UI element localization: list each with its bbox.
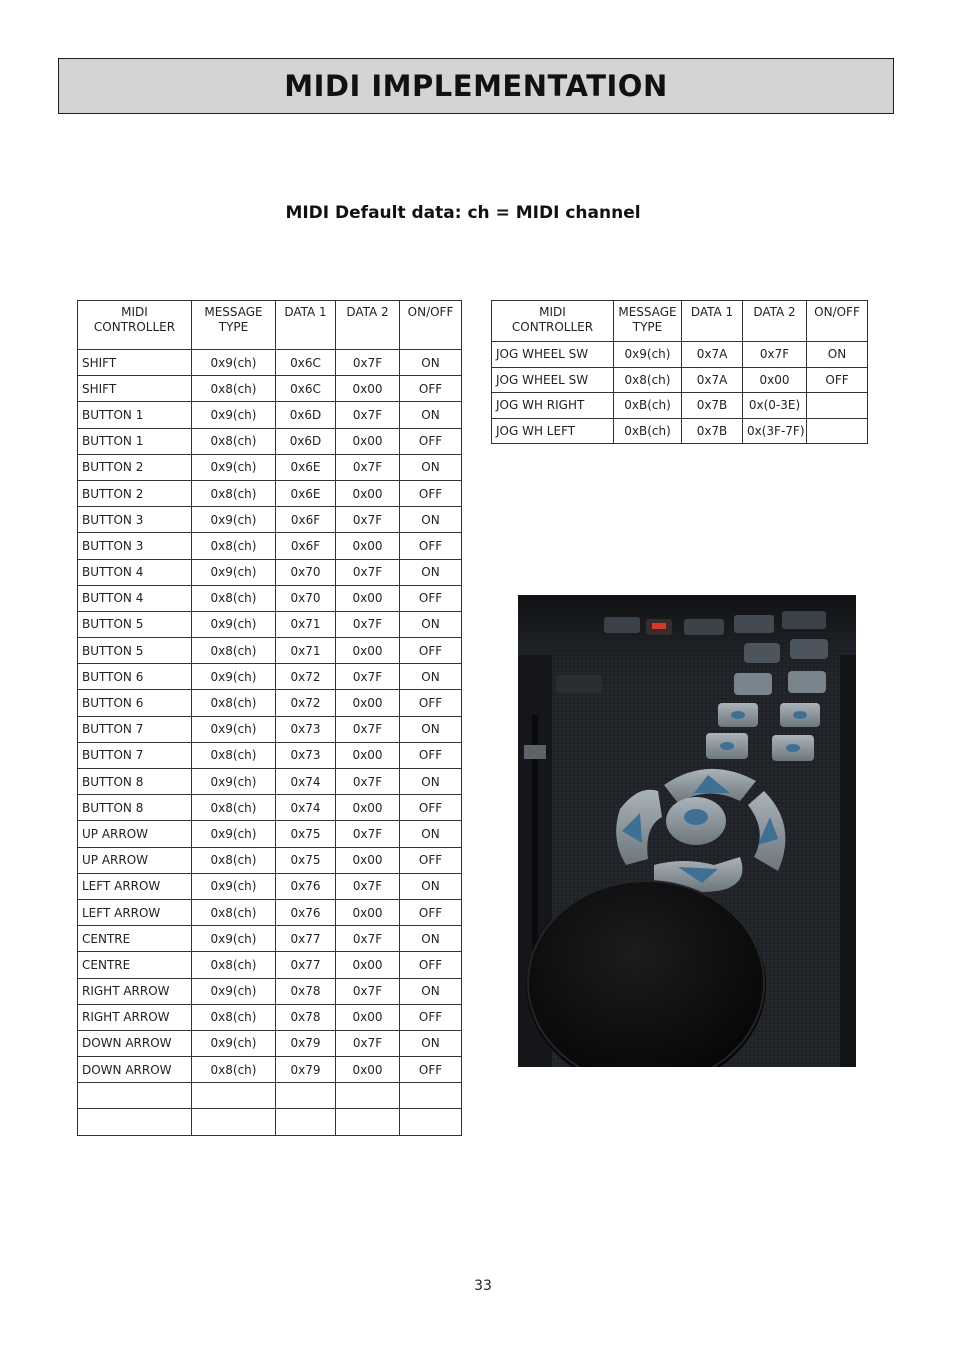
cell-message-type: 0x9(ch) [192, 769, 276, 795]
cell-on-off [400, 1083, 462, 1109]
cell-controller: SHIFT [78, 350, 192, 376]
table-row [78, 428, 462, 454]
table-row [78, 376, 462, 402]
header-data-2: DATA 2 [743, 301, 807, 342]
cell-data-2: 0x7F [336, 454, 400, 480]
table-row [78, 769, 462, 795]
cell-on-off: OFF [400, 428, 462, 454]
cell-controller: BUTTON 2 [78, 480, 192, 506]
cell-data-1: 0x75 [276, 847, 336, 873]
cell-message-type: 0x9(ch) [192, 716, 276, 742]
cell-controller: LEFT ARROW [78, 899, 192, 925]
cell-data-1: 0x6C [276, 376, 336, 402]
cell-data-1: 0x7A [682, 342, 743, 368]
cell-controller: JOG WHEEL SW [492, 342, 614, 368]
cell-controller: RIGHT ARROW [78, 978, 192, 1004]
table-row [78, 899, 462, 925]
cell-controller: BUTTON 3 [78, 533, 192, 559]
cell-message-type: 0xB(ch) [614, 393, 682, 419]
cell-data-1: 0x78 [276, 1004, 336, 1030]
cell-message-type: 0x9(ch) [192, 664, 276, 690]
cell-controller: BUTTON 5 [78, 638, 192, 664]
cell-controller: BUTTON 7 [78, 742, 192, 768]
cell-data-2: 0x7F [336, 716, 400, 742]
controller-photo-icon [518, 595, 856, 1067]
cell-message-type [192, 1109, 276, 1135]
cell-on-off: ON [400, 402, 462, 428]
cell-message-type: 0x9(ch) [192, 402, 276, 428]
cell-data-1: 0x6D [276, 428, 336, 454]
cell-on-off: ON [400, 978, 462, 1004]
cell-controller: BUTTON 4 [78, 559, 192, 585]
cell-on-off: OFF [400, 1057, 462, 1083]
header-message-type: MESSAGE TYPE [614, 301, 682, 342]
cell-data-1: 0x7A [682, 367, 743, 393]
cell-on-off: OFF [400, 638, 462, 664]
cell-data-1: 0x74 [276, 795, 336, 821]
cell-controller: SHIFT [78, 376, 192, 402]
cell-on-off: OFF [400, 742, 462, 768]
cell-on-off: OFF [400, 690, 462, 716]
table-header-row [78, 301, 462, 350]
cell-data-2: 0x00 [336, 638, 400, 664]
cell-data-2: 0x00 [336, 1057, 400, 1083]
cell-controller: BUTTON 7 [78, 716, 192, 742]
cell-on-off: OFF [400, 533, 462, 559]
cell-message-type: 0x8(ch) [192, 585, 276, 611]
cell-message-type: 0xB(ch) [614, 418, 682, 444]
cell-data-1: 0x77 [276, 926, 336, 952]
cell-message-type: 0x8(ch) [192, 376, 276, 402]
table-row [78, 1083, 462, 1109]
cell-controller: LEFT ARROW [78, 873, 192, 899]
cell-controller: JOG WH LEFT [492, 418, 614, 444]
table-row [78, 795, 462, 821]
cell-data-1: 0x77 [276, 952, 336, 978]
table-row [78, 507, 462, 533]
cell-message-type [192, 1083, 276, 1109]
cell-data-2: 0x00 [336, 480, 400, 506]
table-row [78, 454, 462, 480]
cell-on-off [400, 1109, 462, 1135]
midi-table-left [77, 300, 462, 1136]
cell-controller: BUTTON 1 [78, 402, 192, 428]
table-row [78, 1030, 462, 1056]
cell-message-type: 0x8(ch) [192, 847, 276, 873]
header-data-2: DATA 2 [336, 301, 400, 350]
cell-data-2: 0x7F [336, 559, 400, 585]
table-row [78, 638, 462, 664]
table-row [78, 350, 462, 376]
cell-controller: JOG WHEEL SW [492, 367, 614, 393]
cell-on-off: ON [400, 507, 462, 533]
table-row [78, 847, 462, 873]
cell-data-2: 0x7F [336, 926, 400, 952]
cell-data-2: 0x7F [336, 402, 400, 428]
cell-data-2: 0x00 [336, 533, 400, 559]
cell-on-off: ON [400, 350, 462, 376]
cell-controller: UP ARROW [78, 821, 192, 847]
table-row [78, 690, 462, 716]
cell-controller: BUTTON 1 [78, 428, 192, 454]
cell-data-2: 0x7F [743, 342, 807, 368]
cell-data-1: 0x71 [276, 638, 336, 664]
header-data-1: DATA 1 [276, 301, 336, 350]
cell-on-off: ON [400, 611, 462, 637]
cell-data-2: 0x7F [336, 507, 400, 533]
cell-data-2: 0x00 [336, 847, 400, 873]
cell-message-type: 0x9(ch) [192, 454, 276, 480]
cell-on-off: OFF [400, 952, 462, 978]
cell-data-1: 0x79 [276, 1057, 336, 1083]
cell-on-off: OFF [400, 899, 462, 925]
cell-data-2: 0x7F [336, 350, 400, 376]
cell-on-off: ON [400, 821, 462, 847]
cell-message-type: 0x8(ch) [614, 367, 682, 393]
cell-on-off: ON [400, 664, 462, 690]
cell-message-type: 0x8(ch) [192, 638, 276, 664]
cell-controller [78, 1109, 192, 1135]
cell-data-2: 0x00 [336, 376, 400, 402]
table-row [78, 480, 462, 506]
cell-on-off: ON [400, 454, 462, 480]
header-data-1: DATA 1 [682, 301, 743, 342]
cell-controller: RIGHT ARROW [78, 1004, 192, 1030]
cell-message-type: 0x8(ch) [192, 952, 276, 978]
cell-data-1: 0x76 [276, 873, 336, 899]
midi-table-right [491, 300, 868, 444]
cell-controller: BUTTON 3 [78, 507, 192, 533]
table-row [492, 367, 868, 393]
cell-on-off: OFF [400, 795, 462, 821]
cell-message-type: 0x9(ch) [192, 559, 276, 585]
cell-on-off: ON [400, 1030, 462, 1056]
cell-data-2: 0x(3F-7F) [743, 418, 807, 444]
cell-on-off: ON [807, 342, 868, 368]
cell-on-off [807, 418, 868, 444]
cell-on-off: OFF [807, 367, 868, 393]
cell-message-type: 0x8(ch) [192, 428, 276, 454]
cell-message-type: 0x9(ch) [192, 507, 276, 533]
cell-data-1: 0x7B [682, 418, 743, 444]
cell-controller: BUTTON 4 [78, 585, 192, 611]
table-row [492, 418, 868, 444]
cell-data-1: 0x70 [276, 559, 336, 585]
table-row [78, 952, 462, 978]
cell-message-type: 0x8(ch) [192, 1004, 276, 1030]
cell-on-off: ON [400, 926, 462, 952]
cell-controller: JOG WH RIGHT [492, 393, 614, 419]
cell-message-type: 0x9(ch) [192, 926, 276, 952]
cell-data-2: 0x00 [336, 742, 400, 768]
page-number: 33 [474, 1278, 492, 1294]
cell-data-1: 0x72 [276, 664, 336, 690]
cell-on-off: ON [400, 873, 462, 899]
cell-on-off: OFF [400, 1004, 462, 1030]
cell-controller: BUTTON 6 [78, 664, 192, 690]
cell-message-type: 0x9(ch) [192, 1030, 276, 1056]
table-row [78, 1004, 462, 1030]
cell-on-off: ON [400, 769, 462, 795]
cell-message-type: 0x9(ch) [192, 978, 276, 1004]
cell-data-2: 0x7F [336, 821, 400, 847]
cell-data-1: 0x6F [276, 507, 336, 533]
cell-controller: UP ARROW [78, 847, 192, 873]
table-row [78, 611, 462, 637]
cell-data-1 [276, 1083, 336, 1109]
cell-on-off: ON [400, 716, 462, 742]
table-row [78, 1109, 462, 1135]
table-row [78, 873, 462, 899]
table-row [78, 1057, 462, 1083]
cell-data-1: 0x73 [276, 742, 336, 768]
cell-message-type: 0x9(ch) [614, 342, 682, 368]
cell-message-type: 0x8(ch) [192, 795, 276, 821]
table-row [492, 393, 868, 419]
cell-message-type: 0x9(ch) [192, 873, 276, 899]
cell-message-type: 0x8(ch) [192, 899, 276, 925]
cell-message-type: 0x9(ch) [192, 350, 276, 376]
cell-data-1: 0x73 [276, 716, 336, 742]
cell-data-2: 0x7F [336, 978, 400, 1004]
cell-data-1: 0x70 [276, 585, 336, 611]
cell-controller: DOWN ARROW [78, 1030, 192, 1056]
cell-message-type: 0x9(ch) [192, 821, 276, 847]
table-row [78, 821, 462, 847]
cell-data-2: 0x00 [336, 952, 400, 978]
cell-on-off: ON [400, 559, 462, 585]
cell-controller [78, 1083, 192, 1109]
table-row [78, 585, 462, 611]
cell-controller: BUTTON 8 [78, 795, 192, 821]
cell-data-2: 0x7F [336, 611, 400, 637]
cell-data-2: 0x(0-3E) [743, 393, 807, 419]
cell-data-2 [336, 1109, 400, 1135]
cell-data-2: 0x7F [336, 664, 400, 690]
header-on-off: ON/OFF [400, 301, 462, 350]
cell-controller: CENTRE [78, 952, 192, 978]
cell-data-1: 0x6E [276, 480, 336, 506]
cell-data-1: 0x7B [682, 393, 743, 419]
cell-data-2: 0x00 [336, 795, 400, 821]
cell-data-1 [276, 1109, 336, 1135]
cell-data-1: 0x72 [276, 690, 336, 716]
cell-on-off: OFF [400, 847, 462, 873]
header-on-off: ON/OFF [807, 301, 868, 342]
cell-data-1: 0x6F [276, 533, 336, 559]
cell-on-off: OFF [400, 585, 462, 611]
header-midi-controller: MIDI CONTROLLER [492, 301, 614, 342]
cell-message-type: 0x8(ch) [192, 742, 276, 768]
table-row [78, 716, 462, 742]
cell-controller: BUTTON 5 [78, 611, 192, 637]
cell-message-type: 0x9(ch) [192, 611, 276, 637]
cell-data-2: 0x7F [336, 873, 400, 899]
cell-data-1: 0x75 [276, 821, 336, 847]
cell-data-1: 0x6D [276, 402, 336, 428]
cell-on-off: OFF [400, 480, 462, 506]
cell-data-1: 0x74 [276, 769, 336, 795]
cell-controller: BUTTON 2 [78, 454, 192, 480]
cell-message-type: 0x8(ch) [192, 1057, 276, 1083]
header-message-type: MESSAGE TYPE [192, 301, 276, 350]
table-row [78, 926, 462, 952]
cell-data-2: 0x00 [336, 428, 400, 454]
table-row [78, 664, 462, 690]
cell-data-2 [336, 1083, 400, 1109]
cell-on-off [807, 393, 868, 419]
cell-data-1: 0x78 [276, 978, 336, 1004]
page-subtitle: MIDI Default data: ch = MIDI channel [285, 203, 641, 223]
cell-message-type: 0x8(ch) [192, 690, 276, 716]
cell-controller: DOWN ARROW [78, 1057, 192, 1083]
cell-data-2: 0x7F [336, 1030, 400, 1056]
cell-data-1: 0x79 [276, 1030, 336, 1056]
table-row [492, 342, 868, 368]
cell-data-2: 0x7F [336, 769, 400, 795]
cell-message-type: 0x8(ch) [192, 533, 276, 559]
table-row [78, 402, 462, 428]
cell-data-1: 0x6C [276, 350, 336, 376]
cell-data-1: 0x6E [276, 454, 336, 480]
table-row [78, 742, 462, 768]
cell-data-2: 0x00 [336, 585, 400, 611]
table-row [78, 559, 462, 585]
cell-message-type: 0x8(ch) [192, 480, 276, 506]
cell-controller: BUTTON 8 [78, 769, 192, 795]
header-midi-controller: MIDI CONTROLLER [78, 301, 192, 350]
cell-controller: CENTRE [78, 926, 192, 952]
cell-on-off: OFF [400, 376, 462, 402]
table-header-row [492, 301, 868, 342]
cell-data-2: 0x00 [336, 690, 400, 716]
cell-data-2: 0x00 [743, 367, 807, 393]
cell-controller: BUTTON 6 [78, 690, 192, 716]
table-row [78, 533, 462, 559]
cell-data-1: 0x76 [276, 899, 336, 925]
page-title: MIDI IMPLEMENTATION [284, 69, 668, 103]
table-row [78, 978, 462, 1004]
cell-data-2: 0x00 [336, 1004, 400, 1030]
title-banner [58, 58, 894, 114]
cell-data-2: 0x00 [336, 899, 400, 925]
cell-data-1: 0x71 [276, 611, 336, 637]
